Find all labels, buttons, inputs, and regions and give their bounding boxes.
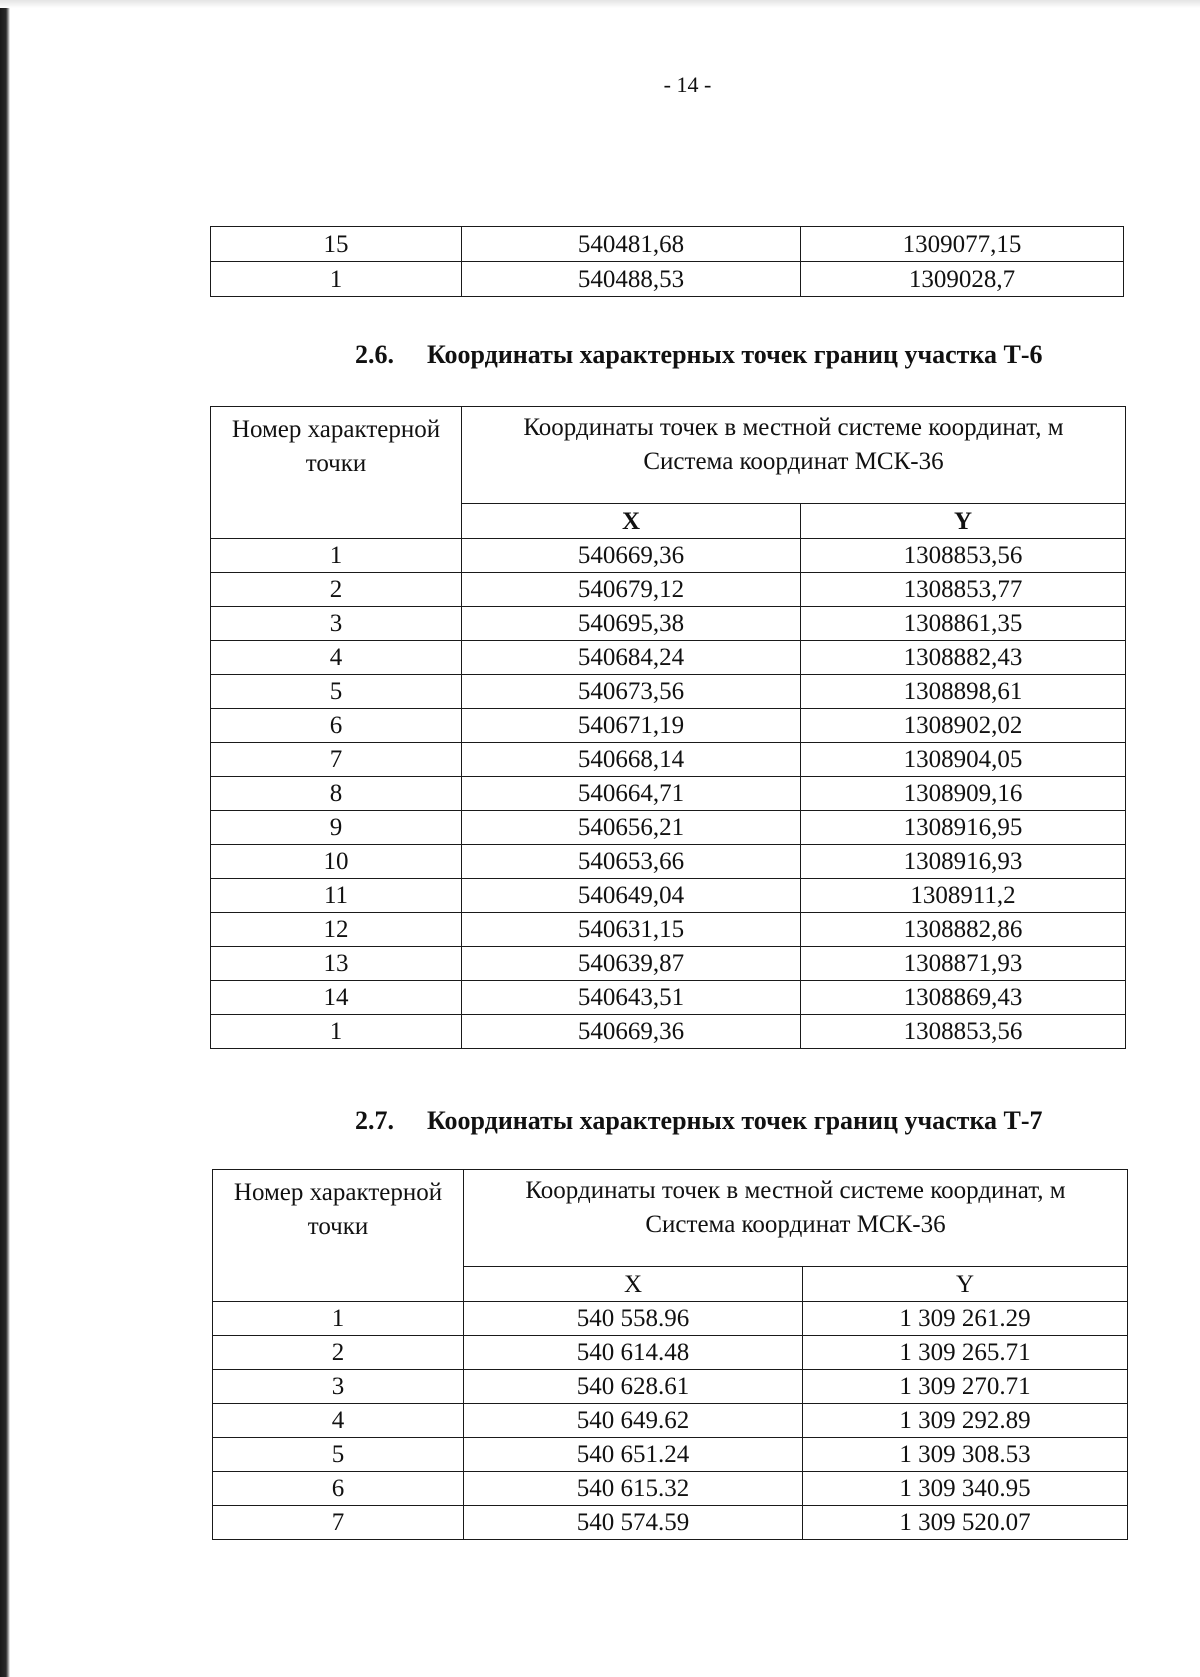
section-heading-t6: Координаты характерных точек границ участка Т-6 xyxy=(427,340,1043,369)
header-coordinates-line2: Система координат МСК-36 xyxy=(643,447,944,475)
continuation-table xyxy=(210,226,1124,297)
section-title-t6 xyxy=(355,340,1043,370)
table-row xyxy=(211,981,1126,1015)
y-coordinate-cell: 1 309 261.29 xyxy=(803,1302,1128,1336)
table-row xyxy=(213,1302,1128,1336)
point-number-cell: 1 xyxy=(213,1302,464,1336)
x-coordinate-cell: 540673,56 xyxy=(462,675,801,709)
x-coordinate-cell: 540669,36 xyxy=(462,1015,801,1049)
y-coordinate-cell: 1 309 520.07 xyxy=(803,1506,1128,1540)
point-number-cell: 5 xyxy=(211,675,462,709)
point-number-cell: 8 xyxy=(211,777,462,811)
table-row xyxy=(211,913,1126,947)
y-coordinate-cell: 1308853,56 xyxy=(801,1015,1126,1049)
header-x: X xyxy=(464,1267,803,1302)
y-coordinate-cell: 1 309 270.71 xyxy=(803,1370,1128,1404)
y-coordinate-cell: 1 309 308.53 xyxy=(803,1438,1128,1472)
table-row xyxy=(211,573,1126,607)
header-x: X xyxy=(462,504,801,539)
point-number-cell: 4 xyxy=(211,641,462,675)
section-number-t6: 2.6. xyxy=(355,340,394,369)
continuation-table-body xyxy=(211,227,1124,297)
point-number-cell: 2 xyxy=(213,1336,464,1370)
table-row xyxy=(211,227,1124,262)
table-row xyxy=(211,641,1126,675)
x-coordinate-cell: 540668,14 xyxy=(462,743,801,777)
table-row xyxy=(213,1438,1128,1472)
y-coordinate-cell: 1308916,93 xyxy=(801,845,1126,879)
table-row xyxy=(211,845,1126,879)
x-coordinate-cell: 540643,51 xyxy=(462,981,801,1015)
point-number-cell: 3 xyxy=(213,1370,464,1404)
table-row xyxy=(211,262,1124,297)
point-number-cell: 9 xyxy=(211,811,462,845)
header-coordinates-line1: Координаты точек в местной системе координат, м xyxy=(525,1177,1066,1204)
table-row xyxy=(213,1336,1128,1370)
point-number-cell: 1 xyxy=(211,539,462,573)
coordinates-table-t7-body xyxy=(213,1302,1128,1540)
point-number-cell: 2 xyxy=(211,573,462,607)
x-coordinate-cell: 540656,21 xyxy=(462,811,801,845)
header-coordinates-line1: Координаты точек в местной системе координат, м xyxy=(523,414,1064,441)
scan-top-shadow xyxy=(0,0,1200,8)
scan-edge xyxy=(0,0,10,1677)
y-coordinate-cell: 1 309 265.71 xyxy=(803,1336,1128,1370)
table-row xyxy=(211,539,1126,573)
y-coordinate-cell: 1 309 292.89 xyxy=(803,1404,1128,1438)
coordinates-table-t7 xyxy=(212,1169,1128,1540)
table-row xyxy=(213,1506,1128,1540)
table-row xyxy=(211,879,1126,913)
y-coordinate-cell: 1308898,61 xyxy=(801,675,1126,709)
header-coordinates xyxy=(464,1170,1128,1267)
header-coordinates-line2: Система координат МСК-36 xyxy=(645,1210,946,1238)
x-coordinate-cell: 540679,12 xyxy=(462,573,801,607)
x-coordinate-cell: 540664,71 xyxy=(462,777,801,811)
header-y: Y xyxy=(803,1267,1128,1302)
x-coordinate-cell: 540639,87 xyxy=(462,947,801,981)
table-row xyxy=(211,947,1126,981)
section-title-t7 xyxy=(355,1106,1043,1136)
point-number-cell: 11 xyxy=(211,879,462,913)
x-coordinate-cell: 540671,19 xyxy=(462,709,801,743)
x-coordinate-cell: 540 651.24 xyxy=(464,1438,803,1472)
coordinates-table-t6-body xyxy=(211,539,1126,1049)
y-coordinate-cell: 1308871,93 xyxy=(801,947,1126,981)
x-coordinate-cell: 540684,24 xyxy=(462,641,801,675)
x-coordinate-cell: 540653,66 xyxy=(462,845,801,879)
table-row xyxy=(211,709,1126,743)
table-row xyxy=(213,1404,1128,1438)
y-coordinate-cell: 1308853,77 xyxy=(801,573,1126,607)
point-number-cell: 13 xyxy=(211,947,462,981)
section-number-t7: 2.7. xyxy=(355,1106,394,1135)
point-number-cell: 6 xyxy=(211,709,462,743)
point-number-cell: 4 xyxy=(213,1404,464,1438)
point-number-cell: 12 xyxy=(211,913,462,947)
y-coordinate-cell: 1308882,43 xyxy=(801,641,1126,675)
point-number-cell: 7 xyxy=(211,743,462,777)
point-number-cell: 3 xyxy=(211,607,462,641)
x-coordinate-cell: 540695,38 xyxy=(462,607,801,641)
point-number-cell: 5 xyxy=(213,1438,464,1472)
point-number-cell: 6 xyxy=(213,1472,464,1506)
coordinates-table-t6 xyxy=(210,406,1126,1049)
y-coordinate-cell: 1308916,95 xyxy=(801,811,1126,845)
y-coordinate-cell: 1308882,86 xyxy=(801,913,1126,947)
x-coordinate-cell: 540 614.48 xyxy=(464,1336,803,1370)
point-number-cell: 14 xyxy=(211,981,462,1015)
point-number-cell: 10 xyxy=(211,845,462,879)
page-number: - 14 - xyxy=(663,72,712,97)
y-coordinate-cell: 1308853,56 xyxy=(801,539,1126,573)
x-coordinate-cell: 540631,15 xyxy=(462,913,801,947)
y-coordinate-cell: 1308869,43 xyxy=(801,981,1126,1015)
x-coordinate-cell: 540481,68 xyxy=(462,227,801,262)
point-number-cell: 7 xyxy=(213,1506,464,1540)
table-row xyxy=(211,1015,1126,1049)
y-coordinate-cell: 1308911,2 xyxy=(801,879,1126,913)
table-row xyxy=(213,1472,1128,1506)
y-coordinate-cell: 1309028,7 xyxy=(801,262,1124,297)
table-row xyxy=(211,675,1126,709)
point-number-cell: 1 xyxy=(211,1015,462,1049)
header-point-number: Номер характерной точки xyxy=(211,407,462,539)
table-row xyxy=(211,777,1126,811)
y-coordinate-cell: 1 309 340.95 xyxy=(803,1472,1128,1506)
x-coordinate-cell: 540 615.32 xyxy=(464,1472,803,1506)
header-point-number: Номер характерной точки xyxy=(213,1170,464,1302)
y-coordinate-cell: 1308909,16 xyxy=(801,777,1126,811)
x-coordinate-cell: 540 649.62 xyxy=(464,1404,803,1438)
x-coordinate-cell: 540488,53 xyxy=(462,262,801,297)
x-coordinate-cell: 540649,04 xyxy=(462,879,801,913)
x-coordinate-cell: 540 558.96 xyxy=(464,1302,803,1336)
table-row xyxy=(213,1370,1128,1404)
x-coordinate-cell: 540669,36 xyxy=(462,539,801,573)
y-coordinate-cell: 1308902,02 xyxy=(801,709,1126,743)
table-row xyxy=(211,811,1126,845)
y-coordinate-cell: 1308904,05 xyxy=(801,743,1126,777)
y-coordinate-cell: 1309077,15 xyxy=(801,227,1124,262)
x-coordinate-cell: 540 574.59 xyxy=(464,1506,803,1540)
y-coordinate-cell: 1308861,35 xyxy=(801,607,1126,641)
header-y: Y xyxy=(801,504,1126,539)
section-heading-t7: Координаты характерных точек границ участка Т-7 xyxy=(427,1106,1043,1135)
x-coordinate-cell: 540 628.61 xyxy=(464,1370,803,1404)
table-row xyxy=(211,743,1126,777)
header-coordinates xyxy=(462,407,1126,504)
point-number-cell: 15 xyxy=(211,227,462,262)
point-number-cell: 1 xyxy=(211,262,462,297)
table-row xyxy=(211,607,1126,641)
